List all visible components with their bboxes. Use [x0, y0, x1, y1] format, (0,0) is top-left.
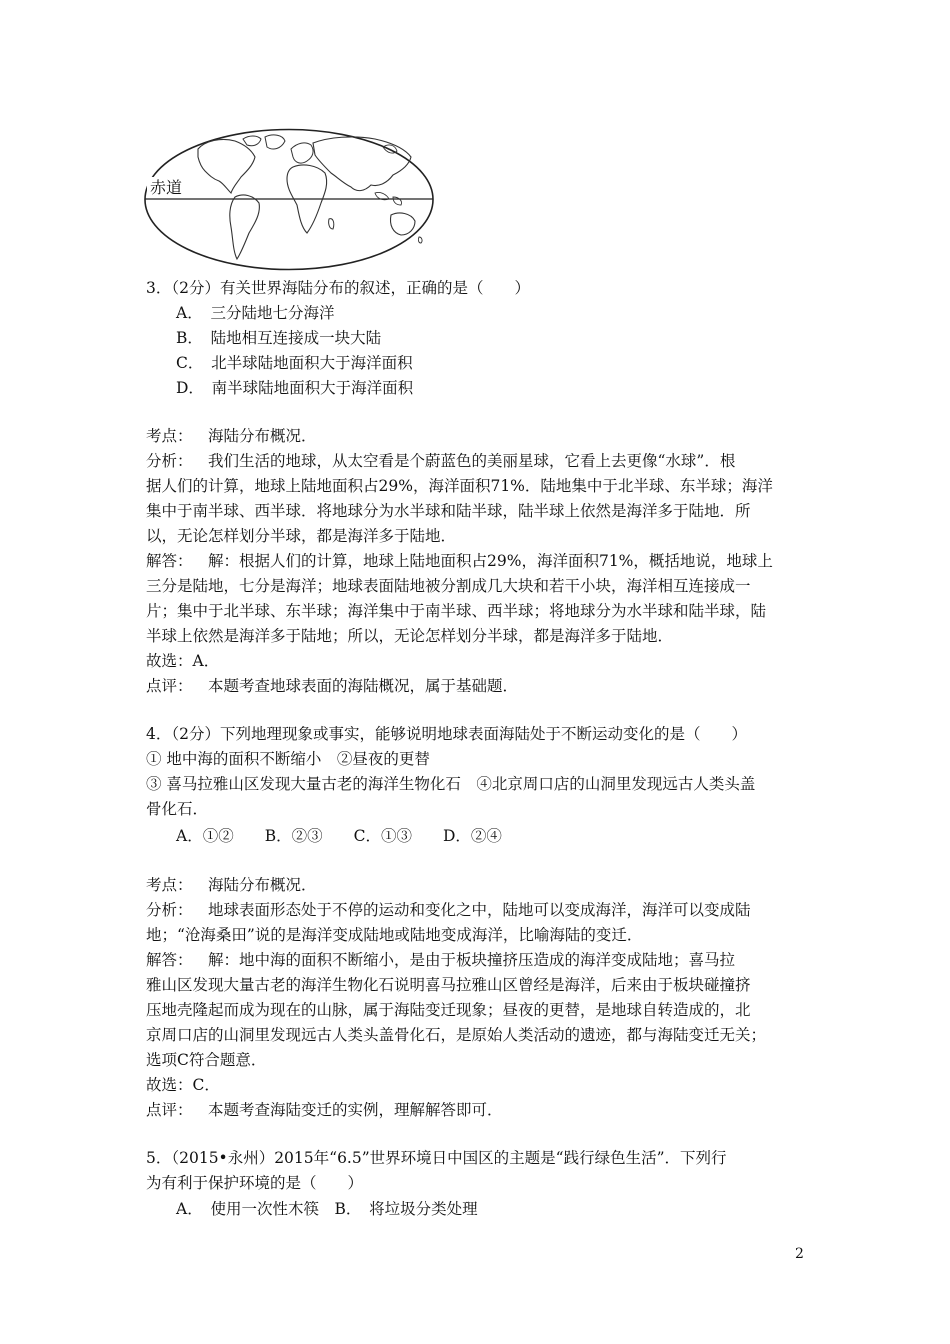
world-map-figure [143, 127, 435, 272]
q3-jieda-line-4: 半球上依然是海洋多于陆地；所以，无论怎样划分半球，都是海洋多于陆地． [146, 627, 674, 645]
q4-dianping [146, 1098, 816, 1123]
q4-fenxi-line-2: 地；“沧海桑田”说的是海洋变成陆地或陆地变成海洋，比喻海陆的变迁． [146, 926, 643, 944]
q3-fenxi-line-4: 以，无论怎样划分半球，都是海洋多于陆地． [146, 527, 457, 545]
q4-kaodian [146, 873, 816, 898]
q3-fenxi-line-2: 据人们的计算，地球上陆地面积占29%，海洋面积71%．陆地集中于北半球、东半球；海洋 [146, 477, 773, 495]
q3-kaodian [146, 424, 816, 449]
q4-line-2: ① 地中海的面积不断缩小 ②昼夜的更替 [146, 750, 430, 768]
q4-fenxi-text-1: 地球表面形态处于不停的运动和变化之中，陆地可以变成海洋，海洋可以变成陆 [208, 901, 751, 919]
q4-options: A．①② B．②③ C．①③ D．②④ [176, 827, 502, 845]
q3-kaodian-text: 海陆分布概况． [208, 427, 317, 445]
q3-option-d: D． 南半球陆地面积大于海洋面积 [176, 379, 414, 397]
equator-label: 赤道 [150, 178, 183, 197]
q3-guxuan: 故选：A． [146, 652, 220, 670]
q4-jieda-line-4: 京周口店的山洞里发现远古人类头盖骨化石，是原始人类活动的遗迹，都与海陆变迁无关； [146, 1026, 767, 1044]
q3-option-b: B． 陆地相互连接成一块大陆 [176, 329, 382, 347]
q3-fenxi-label: 分析： [146, 452, 193, 470]
q3-stem: 3．（2分）有关世界海陆分布的叙述，正确的是（ ） [146, 279, 530, 297]
q4-jieda-line-5: 选项C符合题意． [146, 1051, 267, 1069]
q4-line-4: 骨化石． [146, 800, 209, 818]
q4-kaodian-text: 海陆分布概况． [208, 876, 317, 894]
q3-dianping-label: 点评： [146, 677, 193, 695]
q4-jieda-line-2: 雅山区发现大量古老的海洋生物化石说明喜马拉雅山区曾经是海洋，后来由于板块碰撞挤 [146, 976, 751, 994]
q3-jieda-line-2: 三分是陆地，七分是海洋；地球表面陆地被分割成几大块和若干小块，海洋相互连接成一 [146, 577, 751, 595]
q3-jieda-line-1 [146, 549, 816, 574]
q4-jieda-line-3: 压地壳隆起而成为现在的山脉，属于海陆变迁现象；昼夜的更替，是地球自转造成的，北 [146, 1001, 751, 1019]
q4-fenxi-line-1 [146, 898, 816, 923]
q4-dianping-text: 本题考查海陆变迁的实例，理解解答即可． [208, 1101, 503, 1119]
q3-kaodian-label: 考点： [146, 427, 193, 445]
q4-line-3: ③ 喜马拉雅山区发现大量古老的海洋生物化石 ④北京周口店的山洞里发现远古人类头盖 [146, 775, 756, 793]
q4-jieda-label: 解答： [146, 951, 193, 969]
q3-dianping [146, 674, 816, 699]
q4-jieda-line-1 [146, 948, 816, 973]
q4-fenxi-label: 分析： [146, 901, 193, 919]
q3-option-a: A． 三分陆地七分海洋 [176, 304, 335, 322]
page-number: 2 [795, 1246, 804, 1262]
q3-fenxi-line-3: 集中于南半球、西半球．将地球分为水半球和陆半球，陆半球上依然是海洋多于陆地．所 [146, 502, 751, 520]
q4-kaodian-label: 考点： [146, 876, 193, 894]
q4-guxuan: 故选：C． [146, 1076, 220, 1094]
q5-stem-line-2: 为有利于保护环境的是（ ） [146, 1174, 364, 1192]
q3-option-c: C． 北半球陆地面积大于海洋面积 [176, 354, 413, 372]
q3-dianping-text: 本题考查地球表面的海陆概况，属于基础题． [208, 677, 519, 695]
q3-fenxi-text-1: 我们生活的地球，从太空看是个蔚蓝色的美丽星球，它看上去更像“水球”．根 [208, 452, 736, 470]
q4-stem: 4．（2分）下列地理现象或事实，能够说明地球表面海陆处于不断运动变化的是（ ） [146, 725, 747, 743]
q3-jieda-label: 解答： [146, 552, 193, 570]
q5-stem-line-1: 5．（2015•永州）2015年“6.5”世界环境日中国区的主题是“践行绿色生活”．下列行 [146, 1149, 727, 1167]
q3-jieda-text-1: 解：根据人们的计算，地球上陆地面积占29%，海洋面积71%，概括地说，地球上 [208, 552, 773, 570]
q4-dianping-label: 点评： [146, 1101, 193, 1119]
q4-jieda-text-1: 解：地中海的面积不断缩小，是由于板块撞挤压造成的海洋变成陆地；喜马拉 [208, 951, 736, 969]
q3-fenxi-line-1 [146, 449, 816, 474]
q5-options: A． 使用一次性木筷 B． 将垃圾分类处理 [176, 1200, 478, 1218]
q3-jieda-line-3: 片；集中于北半球、东半球；海洋集中于南半球、西半球；将地球分为水半球和陆半球，陆 [146, 602, 767, 620]
